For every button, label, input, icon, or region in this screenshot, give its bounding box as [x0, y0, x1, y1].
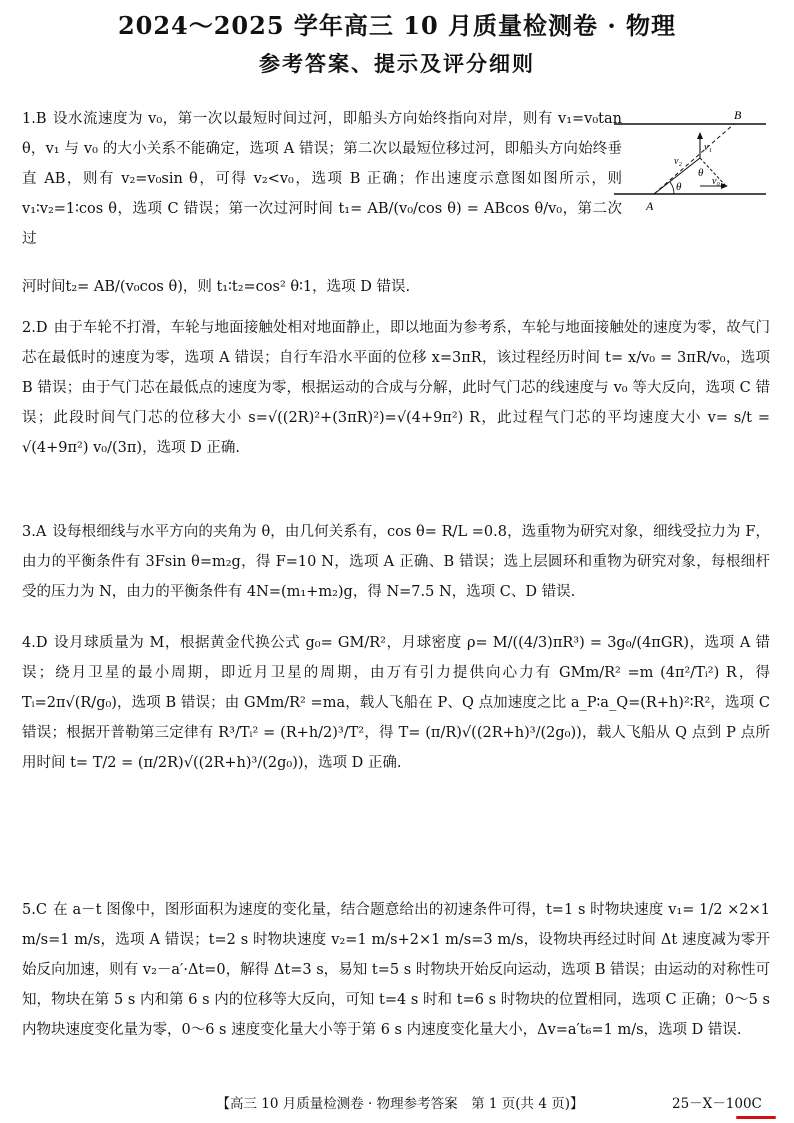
answer-2-number: 2.D — [22, 320, 48, 336]
answer-4-number: 4.D — [22, 635, 48, 651]
arrow-v1 — [697, 132, 703, 139]
answer-5-text: 在 a－t 图像中，图形面积为速度的变化量，结合题意给出的初速条件可得，t=1 s 时物块速度 v₁= 1/2 ×2×1 m/s=1 m/s，选项 A 错误；t=2 s 时物块速度 v₂=1 m/s+2×1 m/s=3 m/s，设物块再经过时间 Δt 速度减为零开始反向加速，则有 v₂－a′·Δt=0，解得 Δt=3 s，易知 t=5 s 时物块开始反向运动，选项 B 错误；由运动的对称性可知，物块在第 5 s 内和第 6 s 内的位移等大反向，可知 t=4 s 时和 t=6 s 时物块的位置相同，选项 C 正确；0～5 s 内物块速度变化量为零，0～6 s 速度变化量大小等于第 6 s 内速度变化量大小，Δv=a′t₆=1 m/s，选项 D 错误. — [22, 902, 770, 1038]
answer-1-text: 设水流速度为 v₀，第一次以最短时间过河，即船头方向始终指向对岸，则有 v₁=v₀tan θ，v₁ 与 v₀ 的大小关系不能确定，选项 A 错误；第二次以最短位移过河，即船头方向始终垂直 AB，则有 v₂=v₀sin θ，可得 v₂<v₀，选项 B 正确；作出速度示意图如图所示，则 v₁∶v₂=1∶cos θ，选项 C 错误；第一次过河时间 t₁= AB/(v₀/cos θ) = ABcos θ/v₀，第二次过 — [22, 111, 622, 247]
answer-1 — [22, 104, 622, 254]
label-a: A — [646, 199, 654, 213]
velocity-diagram — [614, 106, 770, 218]
page-title: 2024～2025 学年高三 10 月质量检测卷 · 物理 — [117, 11, 677, 40]
page-footer: 【高三 10 月质量检测卷 · 物理参考答案 第 1 页(共 4 页)】 — [216, 1096, 584, 1112]
answer-4 — [22, 628, 770, 778]
answer-5 — [22, 895, 770, 1045]
answer-2-text: 由于车轮不打滑，车轮与地面接触处相对地面静止，即以地面为参考系，车轮与地面接触处的速度为零，故气门芯在最低时的速度为零，选项 A 错误；自行车沿水平面的位移 x=3πR，该过程经历时间 t= x/v₀ = 3πR/v₀，选项 B 错误；由于气门芯在最低点的速度为零，根据运动的合成与分解，此时气门芯的线速度与 v₀ 等大反向，选项 C 错误；此段时间气门芯的位移大小 s=√((2R)²+(3πR)²)=√(4+9π²) R，此过程气门芯的平均速度大小 v= s/t = √(4+9π²) v₀/(3π)，选项 D 正确. — [22, 320, 770, 456]
answer-3-number: 3.A — [22, 524, 47, 540]
document-code: 25－X－100C — [672, 1096, 762, 1112]
page-subtitle: 参考答案、提示及评分细则 — [259, 51, 535, 76]
label-v0: v₀ — [712, 176, 720, 187]
label-theta-1: θ — [676, 181, 682, 193]
answer-3 — [22, 517, 770, 607]
answer-5-number: 5.C — [22, 902, 47, 918]
answer-4-text: 设月球质量为 M，根据黄金代换公式 g₀= GM/R²，月球密度 ρ= M/((4/3)πR³) = 3g₀/(4πGR)，选项 A 错误；绕月卫星的最小周期，即近月卫星的周期，由万有引力提供向心力有 GMm/R² =m (4π²/Tᵢ²) R，得 Tᵢ=2π√(R/g₀)，选项 B 错误；由 GMm/R² =ma，载人飞船在 P、Q 点加速度之比 a_P∶a_Q=(R+h)²∶R²，选项 C 错误；根据开普勒第三定律有 R³/Tᵢ² = (R+h/2)³/T²，得 T= (π/R)√((2R+h)³/(2g₀))，载人飞船从 Q 点到 P 点所用时间 t= T/2 = (π/2R)√((2R+h)³/(2g₀))，选项 D 正确. — [22, 635, 770, 771]
angle-arc — [670, 182, 674, 194]
label-v1: v₁ — [704, 142, 712, 153]
answer-3-text: 设每根细线与水平方向的夹角为 θ，由几何关系有，cos θ= R/L =0.8，选重物为研究对象，细线受拉力为 F，由力的平衡条件有 3Fsin θ=m₂g，得 F=10 N，选项 A 正确、B 错误；选上层圆环和重物为研究对象，每根细杆受的压力为 N，由力的平衡条件有 4N=(m₁+m₂)g，得 N=7.5 N，选项 C、D 错误. — [22, 524, 770, 600]
label-theta-2: θ — [698, 167, 704, 179]
red-underline-mark — [736, 1116, 776, 1119]
label-b: B — [734, 108, 742, 122]
answer-2 — [22, 313, 770, 463]
label-v2: v₂ — [674, 156, 682, 167]
answer-1-continuation: 河时间t₂= AB/(v₀cos θ)，则 t₁∶t₂=cos² θ∶1，选项 D 错误. — [22, 279, 411, 295]
answer-1-number: 1.B — [22, 111, 47, 127]
